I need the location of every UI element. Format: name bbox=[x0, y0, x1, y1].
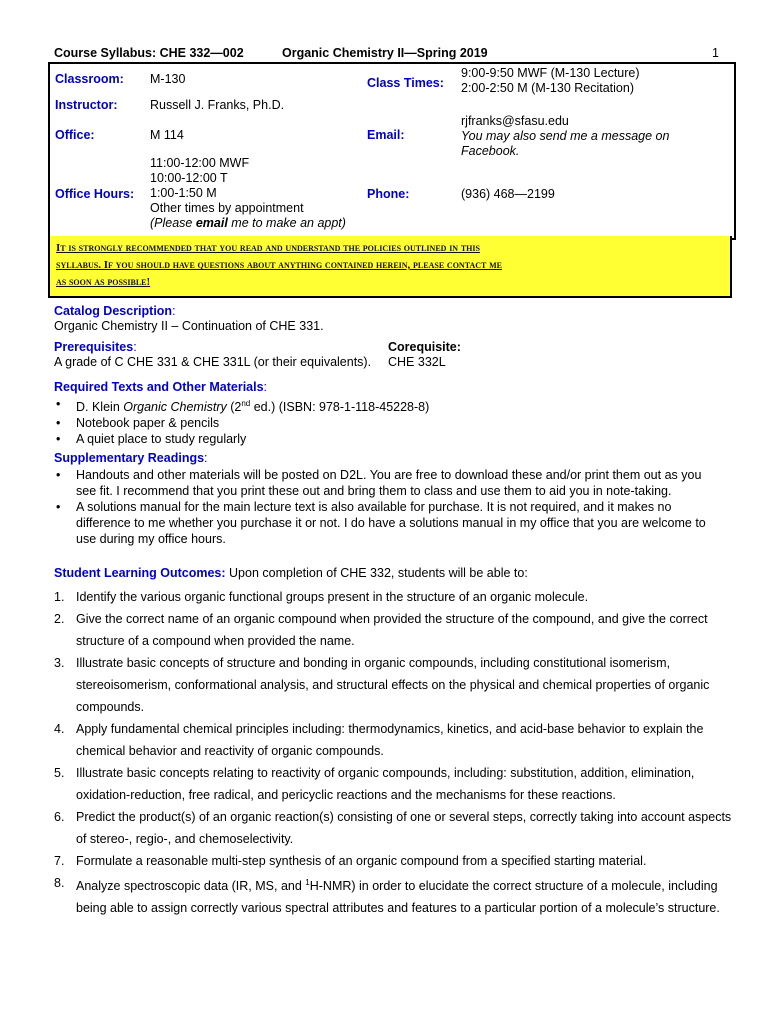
catalog-description: Catalog Description: Organic Chemistry II – Continuation of CHE 331. bbox=[54, 304, 324, 333]
course-header: Course Syllabus: CHE 332—002 bbox=[54, 46, 244, 60]
learning-outcomes-list bbox=[54, 586, 734, 919]
office-hours-value: 11:00-12:00 MWF 10:00-12:00 T 1:00-1:50 M Other times by appointment (Please email me to make an appt) bbox=[150, 156, 346, 230]
prerequisites: Prerequisites: A grade of C CHE 331 & CHE 331L (or their equivalents). bbox=[54, 340, 372, 369]
class-times-value: 9:00-9:50 MWF (M-130 Lecture) 2:00-2:50 M (M-130 Recitation) bbox=[461, 66, 640, 95]
list-item: 3. Illustrate basic concepts of structure and bonding in organic compounds, including constitutional isomerism, stereoisomerism, conformational analysis, and structural effects on the physical and chemical properties of organic compounds. bbox=[54, 656, 710, 714]
course-info-box bbox=[48, 62, 736, 240]
page-title: Organic Chemistry II—Spring 2019 bbox=[282, 46, 488, 60]
list-item: 1. Identify the various organic functional groups present in the structure of an organic molecule. bbox=[54, 590, 589, 604]
list-item: • D. Klein Organic Chemistry (2nd ed.) (ISBN: 978-1-118-45228-8) bbox=[54, 396, 429, 415]
list-item: • Handouts and other materials will be posted on D2L. You are free to download these and/or print them out as you see fit. I recommend that you print these out and bring them to class and use them to aid you in note-taking. bbox=[54, 467, 734, 499]
page-number: 1 bbox=[712, 46, 719, 60]
required-texts-title: Required Texts and Other Materials: bbox=[54, 380, 268, 394]
list-item: 4. Apply fundamental chemical principles including: thermodynamics, kinetics, and acid-base behavior to explain the chemical behavior and reactivity of organic compounds. bbox=[54, 722, 704, 758]
supplementary-readings-list bbox=[54, 467, 734, 547]
list-item: • Notebook paper & pencils bbox=[54, 415, 429, 431]
office-hours-note: (Please email me to make an appt) bbox=[150, 216, 346, 230]
classroom-label: Classroom: bbox=[55, 72, 124, 86]
office-hours-label: Office Hours: bbox=[55, 187, 135, 201]
list-item: 2. Give the correct name of an organic compound when provided the structure of the compound, and give the correct structure of a compound when provided the name. bbox=[54, 612, 708, 648]
email-value[interactable]: rjfranks@sfasu.edu bbox=[461, 114, 569, 128]
classroom-value: M-130 bbox=[150, 72, 186, 86]
learning-outcomes-title: Student Learning Outcomes: Upon completion of CHE 332, students will be able to: bbox=[54, 566, 528, 580]
policy-warning: It is strongly recommended that you read and understand the policies outlined in this syllabus. If you should have questions about anything contained herein, please contact me as soon as possible! bbox=[48, 236, 732, 298]
list-item: 8. Analyze spectroscopic data (IR, MS, and $^1$H-NMR) in order to elucidate the correct structure of a molecule, including being able to assign correctly various spectral attributes and features to a particular portion of a molecule’s structure. bbox=[54, 876, 720, 916]
corequisite: Corequisite: CHE 332L bbox=[388, 340, 461, 369]
office-value: M 114 bbox=[150, 128, 184, 142]
required-texts-list bbox=[54, 396, 429, 447]
list-item: 7. Formulate a reasonable multi-step synthesis of an organic compound from a specified starting material. bbox=[54, 854, 647, 868]
instructor-label: Instructor: bbox=[55, 98, 118, 112]
class-times-label: Class Times: bbox=[367, 76, 444, 90]
list-item: 6. Predict the product(s) of an organic reaction(s) consisting of one or several steps, correctly taking into account aspects of stereo-, regio-, and chemoselectivity. bbox=[54, 810, 732, 846]
email-note: You may also send me a message on Facebook. bbox=[461, 129, 670, 158]
list-item: 5. Illustrate basic concepts relating to reactivity of organic compounds, including: substitution, addition, elimination, oxidation-reduction, free radical, and pericyclic reactions and the mechanisms for these reactions. bbox=[54, 766, 695, 802]
instructor-value: Russell J. Franks, Ph.D. bbox=[150, 98, 285, 112]
list-item: • A solutions manual for the main lecture text is also available for purchase. It is not required, and it makes no difference to me whether you purchase it or not. I do have a solutions manual in my office that you are welcome to use during my office hours. bbox=[54, 499, 734, 547]
phone-label: Phone: bbox=[367, 187, 410, 201]
supplementary-readings-title: Supplementary Readings: bbox=[54, 451, 208, 465]
phone-value: (936) 468—2199 bbox=[461, 187, 555, 201]
office-label: Office: bbox=[55, 128, 95, 142]
email-label: Email: bbox=[367, 128, 405, 142]
list-item: • A quiet place to study regularly bbox=[54, 431, 429, 447]
